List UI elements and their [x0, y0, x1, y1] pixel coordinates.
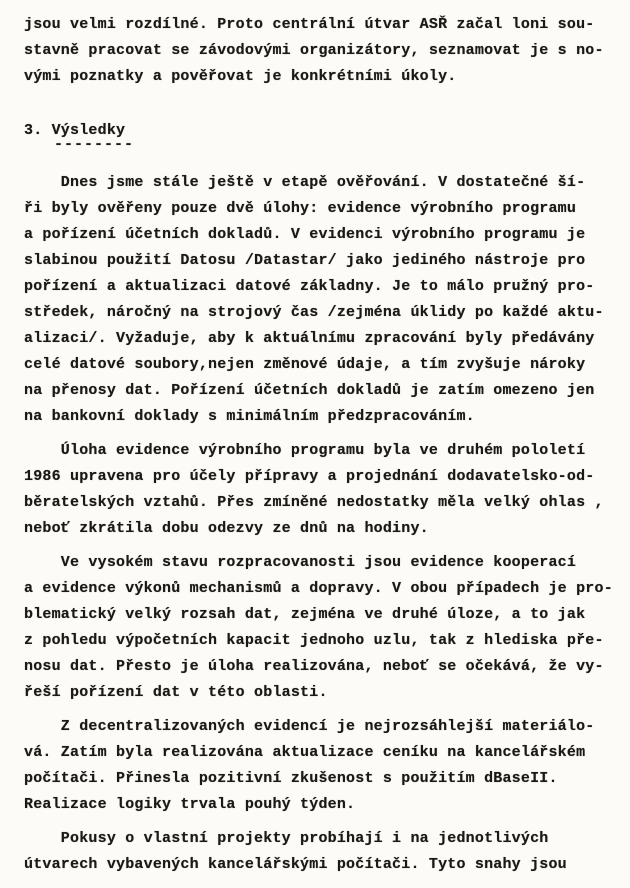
text-line: řeší pořízení dat v této oblasti. — [24, 684, 328, 701]
text-line: a pořízení účetních dokladů. V evidenci výrobního programu je — [24, 226, 586, 243]
text-line: alizaci/. Vyžaduje, aby k aktuálnímu zpracování byly předávány — [24, 330, 595, 347]
text-line: Z decentralizovaných evidencí je nejrozsáhlejší materiálo- — [24, 718, 595, 735]
text-line: na přenosy dat. Pořízení účetních dokladů je zatím omezeno jen — [24, 382, 595, 399]
text-line: z pohledu výpočetních kapacit jednoho uzlu, tak z hlediska pře- — [24, 632, 604, 649]
paragraph-rozpracovanost — [24, 550, 612, 706]
paragraph-continuation — [24, 12, 612, 90]
text-line: na bankovní doklady s minimálním předzpracováním. — [24, 408, 475, 425]
section-heading-vysledky — [24, 118, 612, 158]
text-line: 1986 upravena pro účely přípravy a projednání dodavatelsko-od- — [24, 468, 595, 485]
text-line: Realizace logiky trvala pouhý týden. — [24, 796, 356, 813]
heading-underline: -------- — [24, 136, 135, 153]
text-line: a evidence výkonů mechanismů a dopravy. V obou případech je pro- — [24, 580, 613, 597]
paragraph-overovani — [24, 170, 612, 430]
text-line: vá. Zatím byla realizována aktualizace ceníku na kancelářském — [24, 744, 586, 761]
text-line: pořízení a aktualizaci datové základny. Je to málo pružný pro- — [24, 278, 595, 295]
text-line: útvarech vybavených kancelářskými počítači. Tyto snahy jsou — [24, 856, 567, 873]
text-line: Úloha evidence výrobního programu byla ve druhém pololetí — [24, 442, 586, 459]
text-line: Dnes jsme stále ještě v etapě ověřování. V dostatečné ší- — [24, 174, 586, 191]
text-line: nosu dat. Přesto je úloha realizována, neboť se očekává, že vy- — [24, 658, 604, 675]
paragraph-vlastni-projekty — [24, 826, 612, 878]
text-line: počítači. Přinesla pozitivní zkušenost s použitím dBaseII. — [24, 770, 558, 787]
document-text — [24, 12, 612, 878]
text-line: Pokusy o vlastní projekty probíhají i na jednotlivých — [24, 830, 549, 847]
text-line: vými poznatky a pověřovat je konkrétními úkoly. — [24, 68, 457, 85]
text-line: ři byly ověřeny pouze dvě úlohy: evidence výrobního programu — [24, 200, 577, 217]
text-line: jsou velmi rozdílné. Proto centrální útvar ASŘ začal loni sou- — [24, 16, 595, 33]
text-line: celé datové soubory,nejen změnové údaje, a tím zvyšuje nároky — [24, 356, 586, 373]
text-line: neboť zkrátila dobu odezvy ze dnů na hodiny. — [24, 520, 429, 537]
heading-text: 3. Výsledky — [24, 122, 126, 139]
text-line: blematický velký rozsah dat, zejména ve druhé úloze, a to jak — [24, 606, 586, 623]
text-line: běratelských vztahů. Přes zmíněné nedostatky měla velký ohlas , — [24, 494, 604, 511]
paragraph-decentralizovane — [24, 714, 612, 818]
text-line: slabinou použití Datosu /Datastar/ jako jediného nástroje pro — [24, 252, 586, 269]
text-line: středek, náročný na strojový čas /zejména úklidy po každé aktu- — [24, 304, 604, 321]
text-line: stavně pracovat se závodovými organizátory, seznamovat je s no- — [24, 42, 604, 59]
paragraph-uloha-evidence — [24, 438, 612, 542]
text-line: Ve vysokém stavu rozpracovanosti jsou evidence kooperací — [24, 554, 577, 571]
